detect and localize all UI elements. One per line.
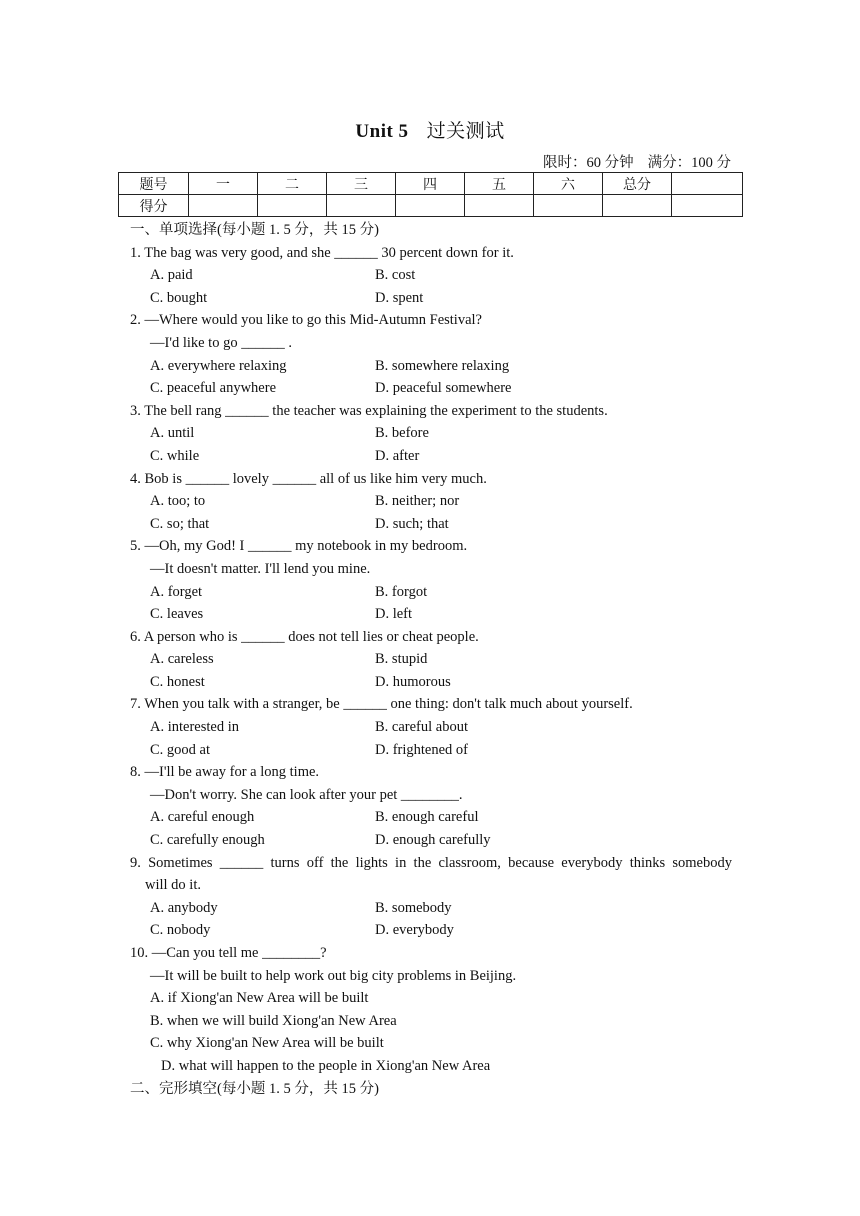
option-b: B. forgot (375, 583, 428, 600)
score-cell (672, 195, 743, 217)
question-1-stem: 1. The bag was very good, and she ______ 30 percent down for it. (130, 244, 514, 261)
option-c: C. good at (150, 741, 211, 758)
score-cell (534, 195, 603, 217)
question-5-options-cd (130, 603, 732, 626)
option-c: C. peaceful anywhere (150, 380, 277, 397)
option-c: C. honest (150, 673, 205, 690)
question-10-option-b: B. when we will build Xiong'an New Area (150, 1012, 397, 1029)
option-d: D. frightened of (375, 741, 469, 758)
option-c: C. carefully enough (150, 832, 265, 849)
score-cell (189, 195, 258, 217)
section-1-heading: 一、单项选择(每小题 1. 5 分，共 15 分) (130, 222, 379, 238)
exam-content (130, 219, 732, 1100)
question-3-stem: 3. The bell rang ______ the teacher was explaining the experiment to the students. (130, 402, 608, 419)
option-c: C. so; that (150, 515, 210, 532)
question-4-stem: 4. Bob is ______ lovely ______ all of us like him very much. (130, 470, 487, 487)
option-c: C. bought (150, 289, 208, 306)
question-10-option-d: D. what will happen to the people in Xiong'an New Area (161, 1057, 491, 1074)
question-8-response: —Don't worry. She can look after your pet ________. (150, 786, 463, 803)
cell-question-number-label: 题号 (119, 173, 189, 195)
option-a: A. too; to (150, 493, 206, 510)
question-6-options-ab (130, 648, 732, 671)
question-5-stem: 5. —Oh, my God! I ______ my notebook in my bedroom. (130, 538, 468, 555)
cell-part-4: 四 (396, 173, 465, 195)
option-a: A. everywhere relaxing (150, 357, 287, 374)
option-d: D. everybody (375, 922, 454, 939)
time-limit: 限时：60 分钟 (543, 155, 634, 171)
option-b: B. neither; nor (375, 493, 460, 510)
cell-part-5: 五 (465, 173, 534, 195)
option-c: C. leaves (150, 606, 204, 623)
option-d: D. after (375, 447, 420, 464)
option-a: A. interested in (150, 719, 239, 736)
option-d: D. humorous (375, 673, 451, 690)
cell-empty (672, 173, 743, 195)
option-b: B. careful about (375, 719, 469, 736)
option-c: C. nobody (150, 922, 211, 939)
question-10-option-c: C. why Xiong'an New Area will be built (150, 1035, 384, 1052)
question-7-stem: 7. When you talk with a stranger, be ______ one thing: don't talk much about yourself. (130, 696, 633, 713)
cell-total-label: 总分 (603, 173, 672, 195)
option-d: D. left (375, 606, 413, 623)
option-b: B. enough careful (375, 809, 479, 826)
question-10-option-a: A. if Xiong'an New Area will be built (150, 990, 369, 1007)
option-a: A. careless (150, 651, 214, 668)
cell-part-1: 一 (189, 173, 258, 195)
option-d: D. such; that (375, 515, 449, 532)
question-2-options-ab (130, 355, 732, 378)
score-cell (258, 195, 327, 217)
question-1-options-ab (130, 264, 732, 287)
option-b: B. somebody (375, 899, 452, 916)
question-8-options-cd (130, 829, 732, 852)
question-3-options-cd (130, 445, 732, 468)
question-4-options-cd (130, 513, 732, 536)
score-cell (396, 195, 465, 217)
question-4-options-ab (130, 490, 732, 513)
option-a: A. anybody (150, 899, 218, 916)
option-a: A. paid (150, 267, 193, 284)
question-3-options-ab (130, 422, 732, 445)
option-b: B. cost (375, 267, 416, 284)
score-table-header-row (119, 173, 743, 195)
question-2-options-cd (130, 377, 732, 400)
title-cn: 过关测试 (426, 121, 505, 142)
score-table-score-row (119, 195, 743, 217)
question-2-response: —I'd like to go ______ . (150, 334, 292, 351)
option-d: D. enough carefully (375, 832, 491, 849)
score-cell (465, 195, 534, 217)
score-cell (327, 195, 396, 217)
question-7-options-ab (130, 716, 732, 739)
question-9-options-ab (130, 897, 732, 920)
section-2-heading: 二、完形填空(每小题 1. 5 分，共 15 分) (130, 1080, 379, 1097)
option-b: B. somewhere relaxing (375, 357, 510, 374)
question-10-response: —It will be built to help work out big city problems in Beijing. (150, 967, 517, 984)
option-c: C. while (150, 447, 200, 464)
option-a: A. careful enough (150, 809, 255, 826)
question-1-options-cd (130, 287, 732, 310)
option-a: A. until (150, 425, 195, 442)
option-d: D. peaceful somewhere (375, 380, 512, 397)
question-8-options-ab (130, 806, 732, 829)
full-score: 满分：100 分 (647, 155, 731, 171)
cell-part-3: 三 (327, 173, 396, 195)
question-5-options-ab (130, 581, 732, 604)
cell-part-6: 六 (534, 173, 603, 195)
option-a: A. forget (150, 583, 203, 600)
question-6-stem: 6. A person who is ______ does not tell lies or cheat people. (130, 628, 479, 645)
option-b: B. before (375, 425, 429, 442)
page-title (0, 116, 860, 143)
cell-score-label: 得分 (119, 195, 189, 217)
question-5-response: —It doesn't matter. I'll lend you mine. (150, 560, 371, 577)
question-9-stem: 9. Sometimes ______ turns off the lights in the classroom, because everybody thinks somebody (130, 854, 732, 871)
score-table (118, 172, 743, 217)
score-cell (603, 195, 672, 217)
question-10-stem: 10. —Can you tell me ________? (130, 945, 327, 961)
question-9-options-cd (130, 919, 732, 942)
exam-limits (543, 151, 731, 172)
question-9-stem-continued: will do it. (145, 877, 201, 894)
cell-part-2: 二 (258, 173, 327, 195)
option-d: D. spent (375, 289, 424, 306)
question-2-stem: 2. —Where would you like to go this Mid-Autumn Festival? (130, 312, 482, 329)
title-en: Unit 5 (355, 121, 409, 142)
question-7-options-cd (130, 739, 732, 762)
question-8-stem: 8. —I'll be away for a long time. (130, 764, 320, 781)
question-6-options-cd (130, 671, 732, 694)
option-b: B. stupid (375, 651, 428, 668)
